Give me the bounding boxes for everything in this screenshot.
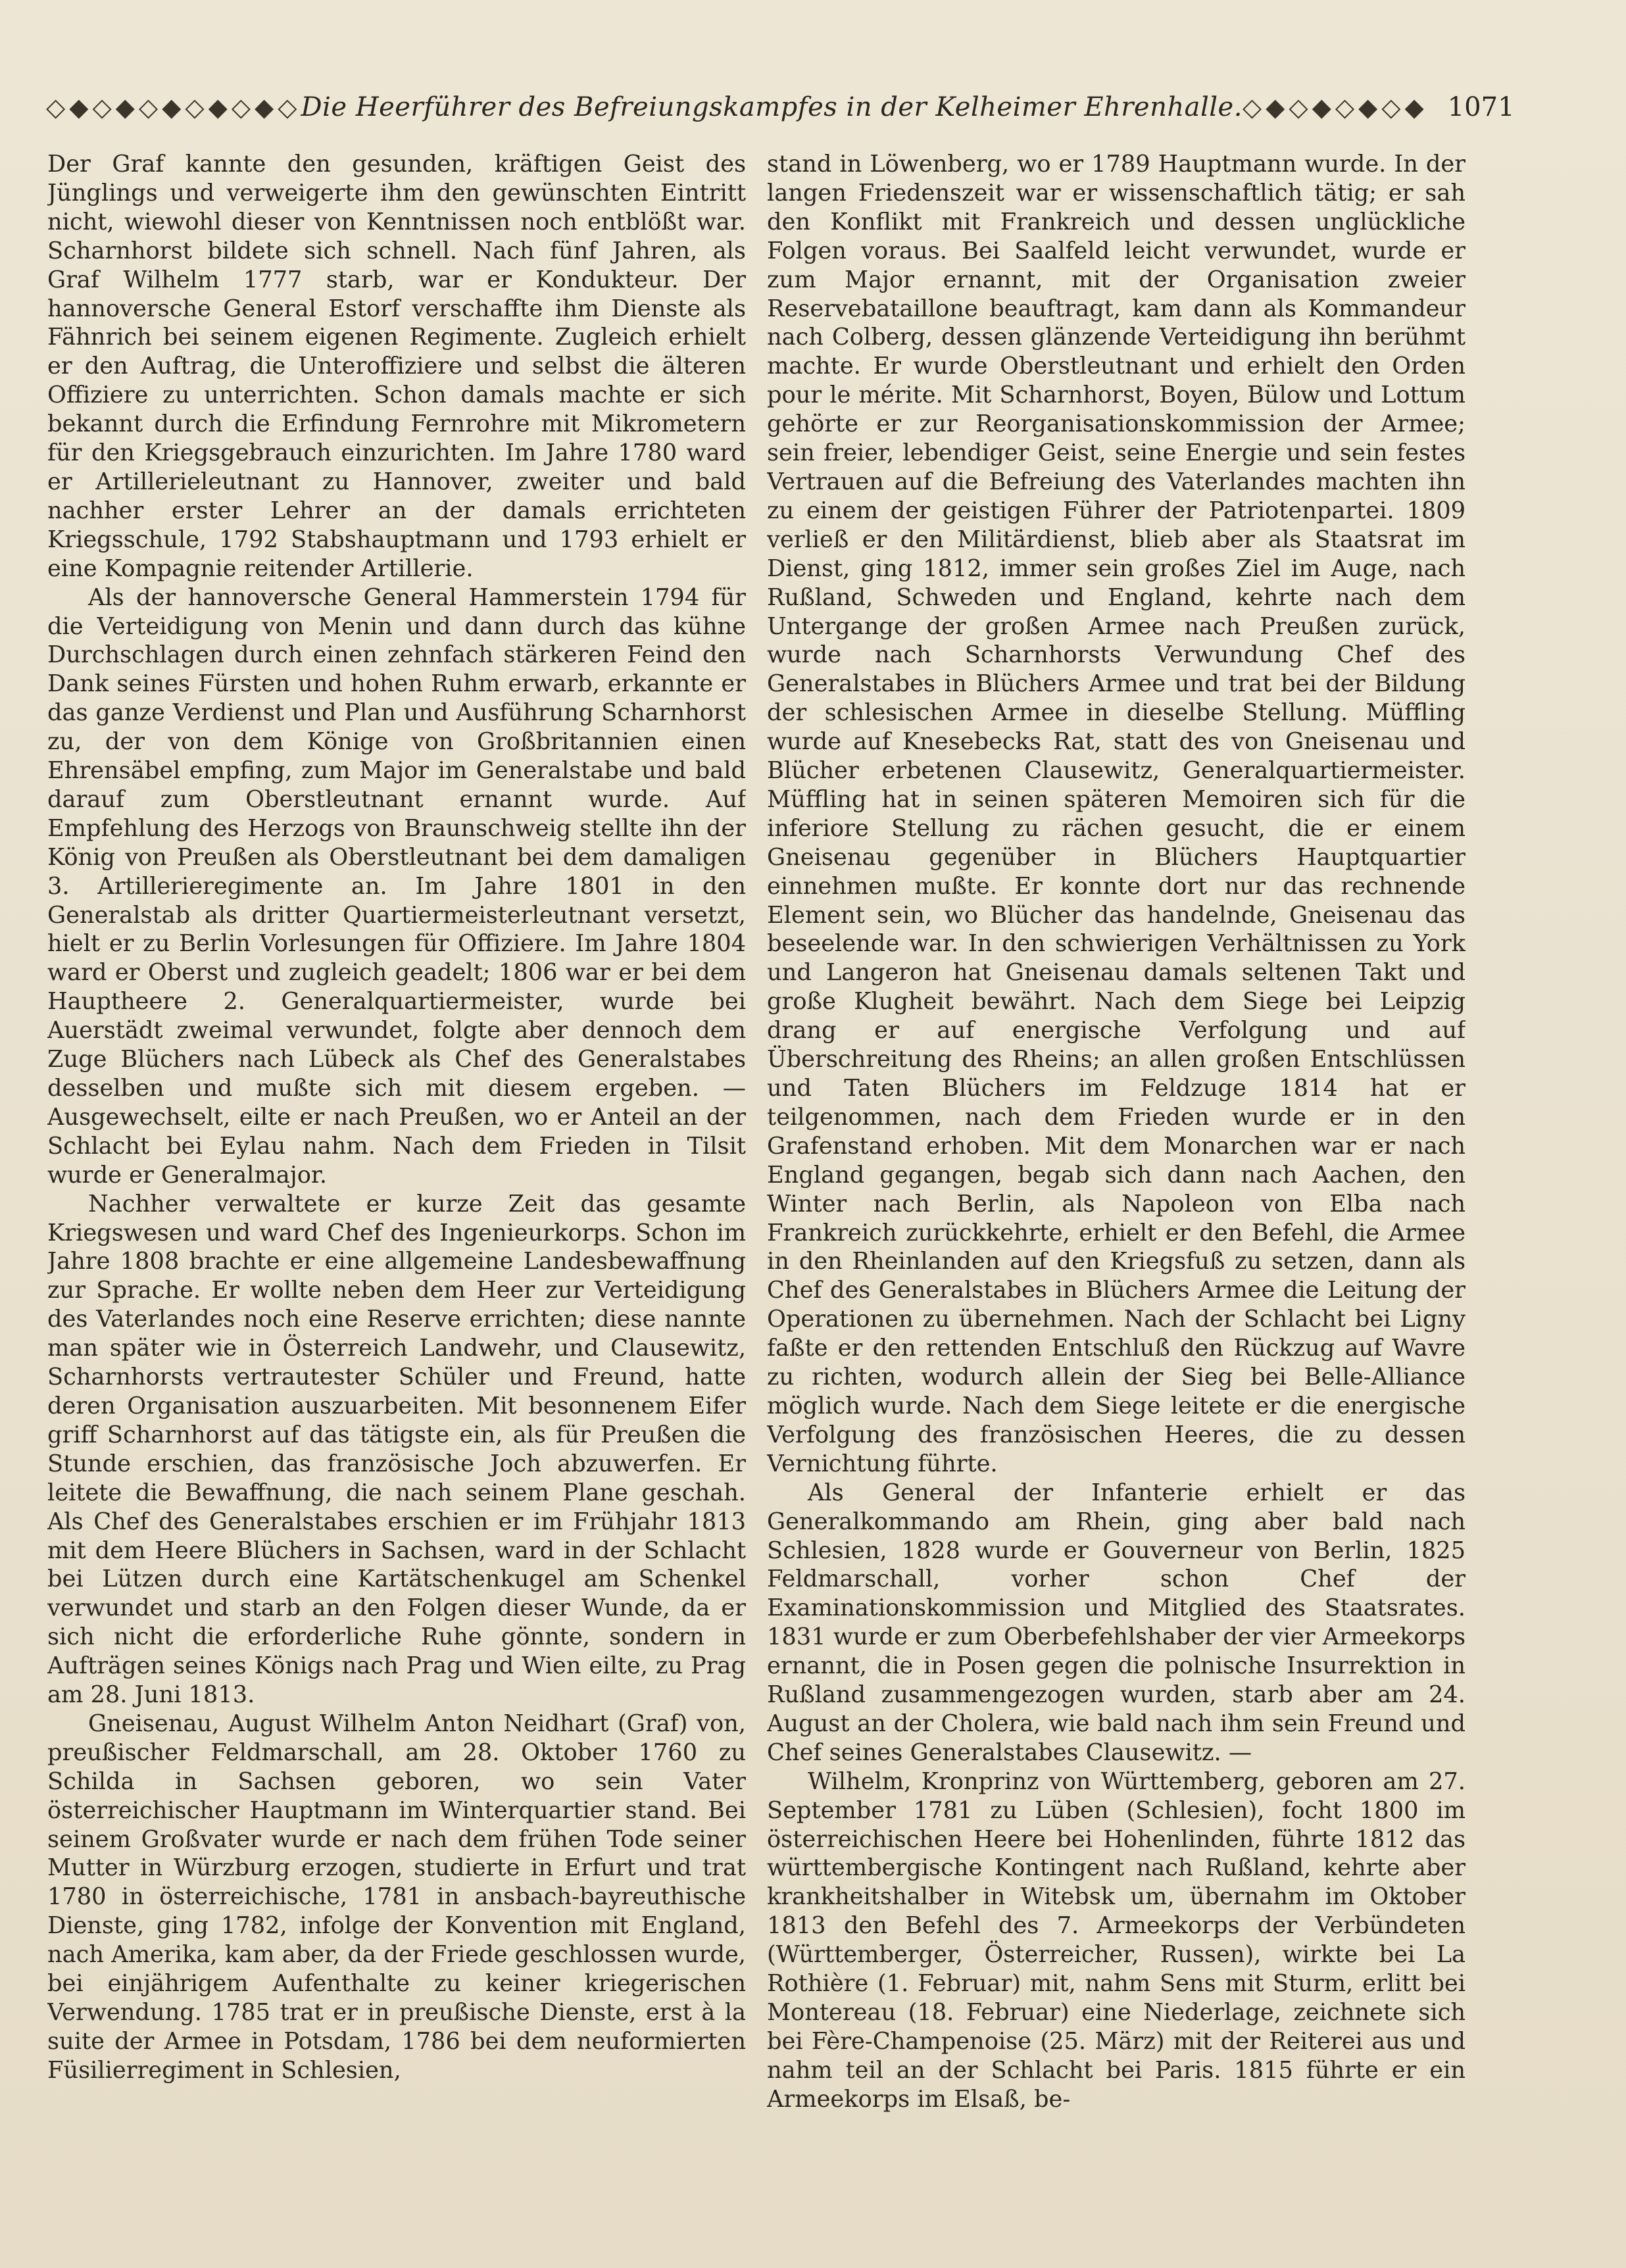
paragraph: Nachher verwaltete er kurze Zeit das gesamte Kriegswesen und ward Chef des Ingenieurkorps. Schon im Jahre 1808 brachte er eine allgemeine Landesbewaffnung zur Sprache. Er wollte neben dem Heer zur Verteidigung des Vaterlandes noch eine Reserve errichten; diese nannte man später wie in Österreich Landwehr, und Clausewitz, Scharnhorsts vertrautester Schüler und Freund, hatte deren Organisation auszuarbeiten. Mit besonnenem Eifer griff Scharnhorst auf das tätigste ein, als für Preußen die Stunde erschien, das französische Joch abzuwerfen. Er leitete die Bewaffnung, die nach seinem Plane geschah. Als Chef des Generalstabes erschien er im Frühjahr 1813 mit dem Heere Blüchers in Sachsen, ward in der Schlacht bei Lützen durch eine Kartätschenkugel am Schenkel verwundet und starb an den Folgen dieser Wunde, da er sich nicht die erforderliche Ruhe gönnte, sondern in Aufträgen seines Königs nach Prag und Wien eilte, zu Prag am 28. Juni 1813. [47,1190,746,1709]
header-ornament-left: ◇◆◇◆◇◆◇◆◇◆◇ [46,93,301,122]
paragraph: stand in Löwenberg, wo er 1789 Hauptmann wurde. In der langen Friedenszeit war er wissenschaftlich tätig; er sah den Konflikt mit Frankreich und dessen unglückliche Folgen voraus. Bei Saalfeld leicht verwundet, wurde er zum Major ernannt, mit der Organisation zweier Reservebataillone beauftragt, kam dann als Kommandeur nach Colberg, dessen glänzende Verteidigung ihn berühmt machte. Er wurde Oberstleutnant und erhielt den Orden pour le mérite. Mit Scharnhorst, Boyen, Bülow und Lottum gehörte er zur Reorganisationskommission der Armee; sein freier, lebendiger Geist, seine Energie und sein festes Vertrauen auf die Befreiung des Vaterlandes machten ihn zu einem der geistigen Führer der Patriotenpartei. 1809 verließ er den Militärdienst, blieb aber als Staatsrat im Dienst, ging 1812, immer sein großes Ziel im Auge, nach Rußland, Schweden und England, kehrte nach dem Untergange der großen Armee nach Preußen zurück, wurde nach Scharnhorsts Verwundung Chef des Generalstabes in Blüchers Armee und trat bei der Bildung der schlesischen Armee in dieselbe Stellung. Müffling wurde auf Knesebecks Rat, statt des von Gneisenau und Blücher erbetenen Clausewitz, Generalquartiermeister. Müffling hat in seinen späteren Memoiren sich für die inferiore Stellung zu rächen gesucht, die er einem Gneisenau gegenüber in Blüchers Hauptquartier einnehmen mußte. Er konnte dort nur das rechnende Element sein, wo Blücher das handelnde, Gneisenau das beseelende war. In den schwierigen Verhältnissen zu York und Langeron hat Gneisenau damals seltenen Takt und große Klugheit bewährt. Nach dem Siege bei Leipzig drang er auf energische Verfolgung und auf Überschreitung des Rheins; an allen großen Entschlüssen und Taten Blüchers im Feldzuge 1814 hat er teilgenommen, nach dem Frieden wurde er in den Grafenstand erhoben. Mit dem Monarchen war er nach England gegangen, begab sich dann nach Aachen, den Winter nach Berlin, als Napoleon von Elba nach Frankreich zurückkehrte, erhielt er den Befehl, die Armee in den Rheinlanden auf den Kriegsfuß zu setzen, dann als Chef des Generalstabes in Blüchers Armee die Leitung der Operationen zu übernehmen. Nach der Schlacht bei Ligny faßte er den rettenden Entschluß den Rückzug auf Wavre zu richten, wodurch allein der Sieg bei Belle-Alliance möglich wurde. Nach dem Siege leitete er die energische Verfolgung des französischen Heeres, die zu dessen Vernichtung führte. [767,151,1466,1477]
paragraph: Als der hannoversche General Hammerstein 1794 für die Verteidigung von Menin und dann durch das kühne Durchschlagen durch einen zehnfach stärkeren Feind den Dank seines Fürsten und hohen Ruhm erwarb, erkannte er das ganze Verdienst und Plan und Ausführung Scharnhorst zu, der von dem Könige von Großbritannien einen Ehrensäbel empfing, zum Major im Generalstabe und bald darauf zum Oberstleutnant ernannt wurde. Auf Empfehlung des Herzogs von Braunschweig stellte ihn der König von Preußen als Oberstleutnant bei dem damaligen 3. Artillerieregimente an. Im Jahre 1801 in den Generalstab als dritter Quartiermeisterleutnant versetzt, hielt er zu Berlin Vorlesungen für Offiziere. Im Jahre 1804 ward er Oberst und zugleich geadelt; 1806 war er bei dem Hauptheere 2. Generalquartiermeister, wurde bei Auerstädt zweimal verwundet, folgte aber dennoch dem Zuge Blüchers nach Lübeck als Chef des Generalstabes desselben und mußte sich mit diesem ergeben. — Ausgewechselt, eilte er nach Preußen, wo er Anteil an der Schlacht bei Eylau nahm. Nach dem Frieden in Tilsit wurde er Generalmajor. [47,583,746,1189]
text-columns [47,150,1466,2229]
right-column [767,150,1466,2229]
paragraph: Wilhelm, Kronprinz von Württemberg, geboren am 27. September 1781 zu Lüben (Schlesien), focht 1800 im österreichischen Heere bei Hohenlinden, führte 1812 das württembergische Kontingent nach Rußland, kehrte aber krankheitshalber in Witebsk um, übernahm im Oktober 1813 den Befehl des 7. Armeekorps der Verbündeten (Württemberger, Österreicher, Russen), wirkte bei La Rothière (1. Februar) mit, nahm Sens mit Sturm, erlitt bei Montereau (18. Februar) eine Niederlage, zeichnete sich bei Fère-Champenoise (25. März) mit der Reiterei aus und nahm teil an der Schlacht bei Paris. 1815 führte er ein Armeekorps im Elsaß, be- [767,1767,1466,2113]
page-header [46,84,1515,130]
paragraph: Der Graf kannte den gesunden, kräftigen Geist des Jünglings und verweigerte ihm den gewünschten Eintritt nicht, wiewohl dieser von Kenntnissen noch entblößt war. Scharnhorst bildete sich schnell. Nach fünf Jahren, als Graf Wilhelm 1777 starb, war er Kondukteur. Der hannoversche General Estorf verschaffte ihm Dienste als Fähnrich bei seinem eigenen Regimente. Zugleich erhielt er den Auftrag, die Unteroffiziere und selbst die älteren Offiziere zu unterrichten. Schon damals machte er sich bekannt durch die Erfindung Fernrohre mit Mikrometern für den Kriegsgebrauch einzurichten. Im Jahre 1780 ward er Artillerieleutnant zu Hannover, zweiter und bald nachher erster Lehrer an der damals errichteten Kriegsschule, 1792 Stabshauptmann und 1793 erhielt er eine Kompagnie reitender Artillerie. [47,151,746,582]
header-ornament-right: ◇◆◇◆◇◆◇◆ [1242,93,1428,122]
left-column [47,150,746,2229]
page-number: 1071 [1447,92,1515,122]
paragraph: Gneisenau, August Wilhelm Anton Neidhart (Graf) von, preußischer Feldmarschall, am 28. Oktober 1760 zu Schilda in Sachsen geboren, wo sein Vater österreichischer Hauptmann im Winterquartier stand. Bei seinem Großvater wurde er nach dem frühen Tode seiner Mutter in Würzburg erzogen, studierte in Erfurt und trat 1780 in österreichische, 1781 in ansbach-bayreuthische Dienste, ging 1782, infolge der Konvention mit England, nach Amerika, kam aber, da der Friede geschlossen wurde, bei einjährigem Aufenthalte zu keiner kriegerischen Verwendung. 1785 trat er in preußische Dienste, erst à la suite der Armee in Potsdam, 1786 bei dem neuformierten Füsilierregiment in Schlesien, [47,1710,746,2084]
running-title: Die Heerführer des Befreiungskampfes in der Kelheimer Ehrenhalle. [301,92,1243,122]
paragraph: Als General der Infanterie erhielt er das Generalkommando am Rhein, ging aber bald nach Schlesien, 1828 wurde er Gouverneur von Berlin, 1825 Feldmarschall, vorher schon Chef der Examinationskommission und Mitglied des Staatsrates. 1831 wurde er zum Oberbefehlshaber der vier Armeekorps ernannt, die in Posen gegen die polnische Insurrektion in Rußland zusammengezogen wurden, starb aber am 24. August an der Cholera, wie bald nach ihm sein Freund und Chef seines Generalstabes Clausewitz. — [767,1479,1466,1766]
